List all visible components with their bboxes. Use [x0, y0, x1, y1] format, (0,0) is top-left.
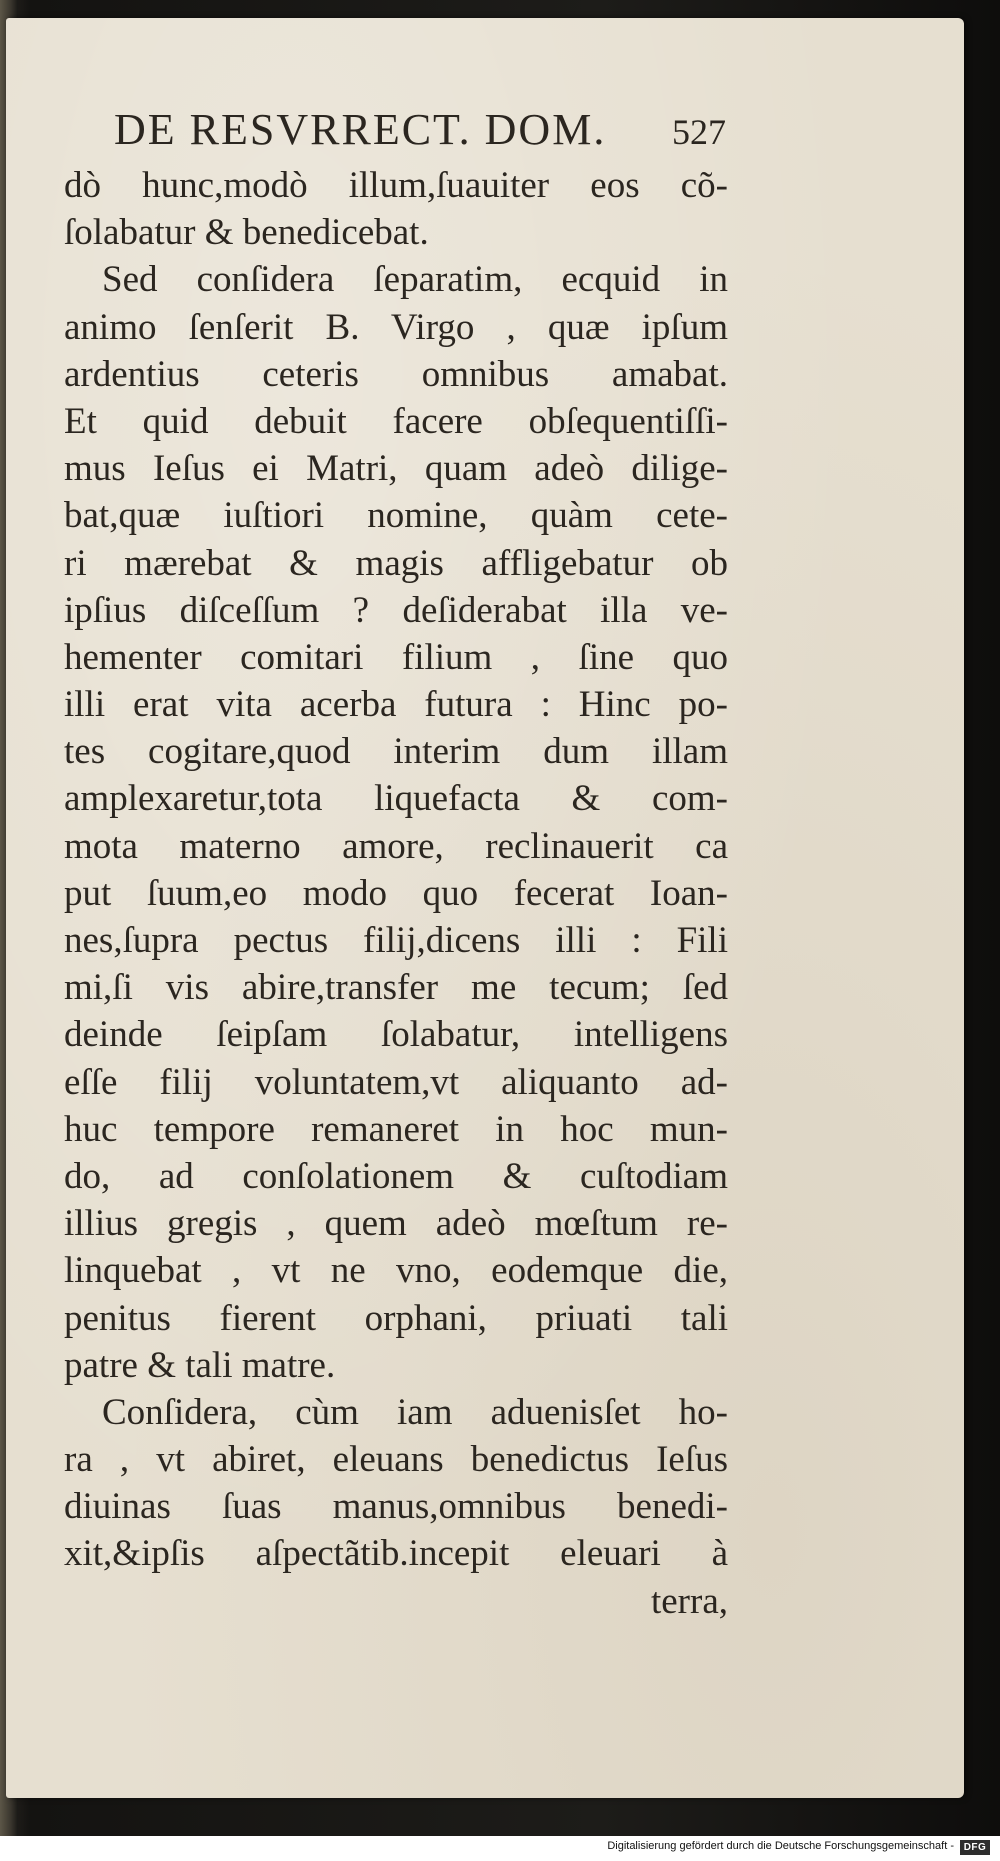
- catchword: terra,: [650, 1580, 728, 1622]
- body-text: [64, 162, 728, 1625]
- text-line: bat,quæ iuſtiori nomine, quàm cete-: [64, 495, 728, 537]
- text-line: xit,&ipſis aſpectãtib.incepit eleuari à: [64, 1533, 728, 1575]
- text-line: tes cogitare,quod interim dum illam: [64, 731, 728, 773]
- text-line: huc tempore remaneret in hoc mun-: [64, 1108, 728, 1150]
- running-title: DE RESVRRECT. DOM.: [114, 105, 607, 154]
- text-line: Sed conſidera ſeparatim, ecquid in: [102, 259, 728, 301]
- text-line: mus Ieſus ei Matri, quam adeò dilige-: [64, 448, 728, 490]
- text-line: eſſe filij voluntatem,vt aliquanto ad-: [64, 1061, 728, 1103]
- text-line: penitus fierent orphani, priuati tali: [64, 1297, 728, 1339]
- text-line: do, ad conſolationem & cuſtodiam: [64, 1155, 728, 1197]
- text-line: ardentius ceteris omnibus amabat.: [64, 353, 728, 395]
- text-line: ſolabatur & benedicebat.: [64, 212, 429, 254]
- text-line: mi,ſi vis abire,transfer me tecum; ſed: [64, 967, 728, 1009]
- text-line: ipſius diſceſſum ? deſiderabat illa ve-: [64, 589, 728, 631]
- text-line: ra , vt abiret, eleuans benedictus Ieſus: [64, 1439, 728, 1481]
- text-line: deinde ſeipſam ſolabatur, intelligens: [64, 1014, 728, 1056]
- text-line: diuinas ſuas manus,omnibus benedi-: [64, 1486, 728, 1528]
- text-line: patre & tali matre.: [64, 1344, 336, 1386]
- page-number: 527: [672, 112, 726, 152]
- digitization-credit: Digitalisierung gefördert durch die Deutsche Forschungsgemeinschaft -: [607, 1840, 954, 1852]
- text-line: animo ſenſerit B. Virgo , quæ ipſum: [64, 306, 728, 348]
- running-head: [114, 104, 726, 160]
- text-line: amplexaretur,tota liquefacta & com-: [64, 778, 728, 820]
- dfg-logo: DFG: [960, 1840, 990, 1855]
- text-line: put ſuum,eo modo quo fecerat Ioan-: [64, 872, 728, 914]
- text-line: Conſidera, cùm iam aduenisſet ho-: [102, 1391, 728, 1433]
- text-line: ri mærebat & magis affligebatur ob: [64, 542, 728, 584]
- text-line: Et quid debuit facere obſequentiſſi-: [64, 400, 728, 442]
- text-line: dò hunc,modò illum,ſuauiter eos cõ-: [64, 165, 728, 206]
- text-line: hementer comitari filium , ſine quo: [64, 636, 728, 678]
- text-line: illius gregis , quem adeò mœſtum re-: [64, 1203, 728, 1245]
- text-line: nes,ſupra pectus filij,dicens illi : Fili: [64, 920, 728, 961]
- text-line: illi erat vita acerba futura : Hinc po-: [64, 684, 728, 726]
- text-line: linquebat , vt ne vno, eodemque die,: [64, 1250, 728, 1292]
- text-line: mota materno amore, reclinauerit ca: [64, 825, 728, 867]
